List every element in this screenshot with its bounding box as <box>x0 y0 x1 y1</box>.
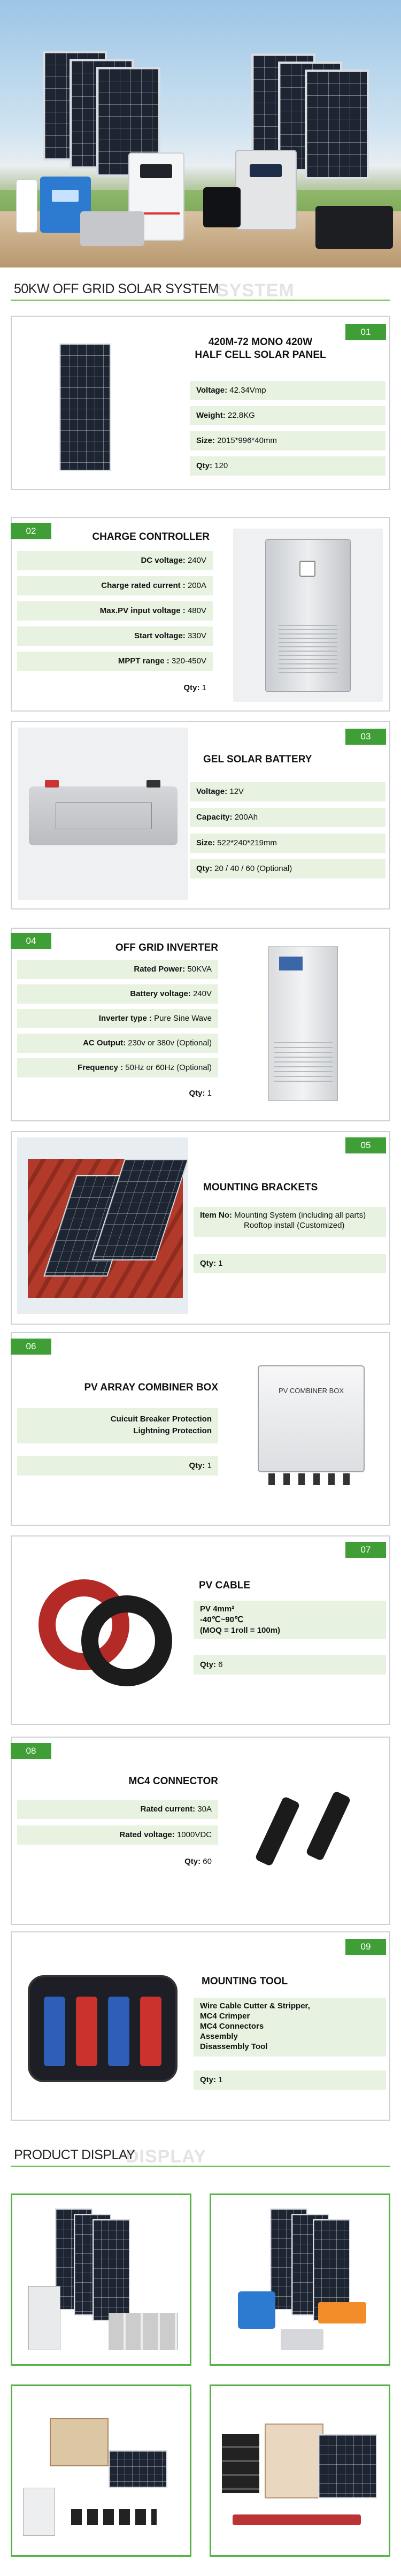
roof-mount-icon <box>17 1137 188 1314</box>
spec-value: 1 <box>205 1089 212 1098</box>
product-card-mounting-brackets <box>11 1131 390 1325</box>
mc4-connector-icon <box>226 1743 384 1920</box>
spec-label: Qty: <box>189 1461 205 1470</box>
spec-row <box>17 1034 218 1053</box>
product-name: PV CABLE <box>199 1580 251 1591</box>
spec-row <box>194 1207 386 1237</box>
product-card-pv-cable <box>11 1535 390 1725</box>
spec-label: MPPT range : <box>118 656 169 666</box>
product-number-badge: 04 <box>11 933 51 949</box>
product-name-line: 420M-72 MONO 420W <box>208 337 313 348</box>
feature-text: MC4 Crimper <box>200 2012 250 2021</box>
spec-value: 480V <box>185 606 206 615</box>
spec-value: 1000VDC <box>174 1830 212 1839</box>
spec-value: 240V <box>185 556 206 565</box>
product-card-inverter <box>11 928 390 1121</box>
hero-battery <box>203 187 241 227</box>
cable-coil-icon <box>17 1542 188 1718</box>
spec-value: 120 <box>212 461 228 470</box>
product-number-badge: 02 <box>11 523 51 539</box>
spec-row <box>17 960 218 979</box>
feature-text: Cuicuit Breaker Protection <box>110 1415 212 1424</box>
title-watermark: SYSTEM <box>217 280 295 301</box>
spec-row <box>190 808 385 827</box>
product-number-badge: 01 <box>345 324 386 340</box>
feature-text: Lightning Protection <box>133 1426 212 1435</box>
product-name-line: HALF CELL SOLAR PANEL <box>195 349 326 361</box>
system-display-image <box>210 2384 390 2557</box>
hero-inverter <box>235 150 297 230</box>
spec-row <box>17 601 213 621</box>
spec-value: 42.34Vmp <box>227 386 266 395</box>
spec-label: Qty: <box>189 1089 205 1098</box>
spec-row <box>190 406 385 425</box>
spec-value: 320-450V <box>169 656 206 666</box>
spec-label: AC Output: <box>83 1038 126 1048</box>
feature-text: (MOQ = 1roll = 100m) <box>200 1626 281 1635</box>
hero-breaker <box>16 179 37 233</box>
feature-text: Disassembly Tool <box>200 2042 268 2051</box>
spec-label: Capacity: <box>196 813 233 822</box>
spec-row <box>190 456 385 476</box>
spec-label: Inverter type : <box>98 1014 152 1023</box>
spec-row <box>17 1009 218 1028</box>
product-number-badge: 09 <box>345 1939 386 1955</box>
combiner-box-icon <box>226 1339 384 1518</box>
spec-label: Qty: <box>196 864 212 873</box>
feature-text: MC4 Connectors <box>200 2022 264 2031</box>
spec-value: Pure Sine Wave <box>152 1014 212 1023</box>
spec-value: 20 / 40 / 60 (Optional) <box>212 864 292 873</box>
system-display-image <box>11 2384 191 2557</box>
spec-row <box>17 1408 218 1443</box>
spec-row <box>17 1058 218 1077</box>
spec-row <box>17 551 213 570</box>
spec-value: 1 <box>216 2075 223 2084</box>
product-card-charge-controller <box>11 517 390 712</box>
spec-label: Max.PV input voltage : <box>99 606 186 615</box>
hero-image <box>0 0 401 267</box>
spec-label: Start voltage: <box>134 631 186 640</box>
spec-value: 50KVA <box>185 965 212 974</box>
spec-label: Charge rated current : <box>101 581 186 590</box>
spec-row <box>17 1852 218 1871</box>
spec-label: Frequency : <box>78 1063 124 1072</box>
hero-battery <box>80 211 144 246</box>
spec-row <box>190 431 385 450</box>
spec-label: Qty: <box>196 461 212 470</box>
product-number-badge: 08 <box>11 1743 51 1759</box>
spec-value: 240V <box>190 989 212 998</box>
hero-battery <box>315 206 393 249</box>
spec-value: Mounting System (including all parts) <box>232 1211 366 1220</box>
spec-label: Qty: <box>200 1259 216 1268</box>
spec-row <box>190 859 385 878</box>
spec-row <box>194 1601 386 1639</box>
spec-value: 12V <box>227 787 244 796</box>
spec-row <box>17 1456 218 1476</box>
feature-text: -40℃~90℃ <box>200 1615 243 1624</box>
product-name: MC4 CONNECTOR <box>128 1776 218 1787</box>
hero-solar-panel <box>305 70 369 179</box>
spec-row <box>17 1084 218 1103</box>
spec-label: Qty: <box>200 2075 216 2084</box>
product-card-combiner-box <box>11 1332 390 1526</box>
spec-row <box>17 652 213 671</box>
spec-label: Size: <box>196 436 215 445</box>
spec-row <box>17 1825 218 1845</box>
spec-value: 2015*996*40mm <box>215 436 277 445</box>
inverter-cabinet-icon <box>226 935 384 1112</box>
product-name: OFF GRID INVERTER <box>115 942 218 953</box>
spec-value: 230v or 380v (Optional) <box>126 1038 212 1048</box>
spec-label: Item No: <box>200 1211 232 1220</box>
tool-kit-icon <box>17 1938 188 2114</box>
spec-row <box>190 782 385 801</box>
spec-label: DC voltage: <box>141 556 186 565</box>
spec-row <box>190 834 385 853</box>
spec-row <box>17 678 213 698</box>
spec-value: 60 <box>200 1857 212 1866</box>
product-name: PV ARRAY COMBINER BOX <box>84 1382 218 1393</box>
spec-value: 200A <box>185 581 206 590</box>
spec-label: Size: <box>196 838 215 847</box>
spec-value: 200Ah <box>232 813 258 822</box>
solar-panel-icon <box>19 336 142 477</box>
spec-value: 6 <box>216 1660 223 1669</box>
spec-row <box>194 1655 386 1675</box>
spec-label: Qty: <box>200 1660 216 1669</box>
product-number-badge: 03 <box>345 729 386 745</box>
combiner-box-label: PV COMBINER BOX <box>278 1387 344 1395</box>
product-number-badge: 07 <box>345 1542 386 1558</box>
product-card-battery <box>11 721 390 909</box>
spec-label: Battery voltage: <box>130 989 191 998</box>
spec-label: Rated current: <box>140 1805 196 1814</box>
section-title <box>11 2143 390 2167</box>
product-card-mounting-tool <box>11 1931 390 2121</box>
system-display-image <box>11 2193 191 2366</box>
feature-text: PV 4mm² <box>200 1604 235 1614</box>
system-display-image <box>210 2193 390 2366</box>
spec-label: Voltage: <box>196 386 228 395</box>
spec-row <box>17 626 213 646</box>
spec-row <box>194 2070 386 2090</box>
spec-value: 522*240*219mm <box>215 838 277 847</box>
product-name: CHARGE CONTROLLER <box>92 531 210 542</box>
spec-value: 1 <box>199 683 206 692</box>
product-name: MOUNTING TOOL <box>202 1976 288 1987</box>
spec-value: Rooftop install (Customized) <box>244 1221 345 1230</box>
product-name <box>194 336 327 362</box>
spec-row <box>17 576 213 595</box>
spec-value: 22.8KG <box>225 411 255 420</box>
spec-value: 1 <box>216 1259 223 1268</box>
spec-label: Qty: <box>183 683 200 692</box>
product-name: MOUNTING BRACKETS <box>203 1182 318 1193</box>
product-number-badge: 06 <box>11 1339 51 1355</box>
product-number-badge: 05 <box>345 1137 386 1153</box>
title-watermark: DISPLAY <box>126 2146 207 2167</box>
spec-row <box>17 1800 218 1819</box>
section-title <box>11 277 390 301</box>
product-card-mc4-connector <box>11 1737 390 1925</box>
spec-label: Qty: <box>184 1857 201 1866</box>
spec-value: 50Hz or 60Hz (Optional) <box>123 1063 212 1072</box>
product-name: GEL SOLAR BATTERY <box>203 754 312 765</box>
spec-row <box>190 381 385 400</box>
spec-label: Weight: <box>196 411 226 420</box>
spec-value: 330V <box>185 631 206 640</box>
spec-label: Rated Power: <box>134 965 186 974</box>
spec-label: Voltage: <box>196 787 228 796</box>
page-title: 50KW OFF GRID SOLAR SYSTEM <box>14 281 219 296</box>
display-title: PRODUCT DISPLAY <box>14 2147 135 2162</box>
battery-icon <box>18 728 188 900</box>
spec-row <box>194 1254 386 1273</box>
spec-row <box>17 984 218 1004</box>
spec-label: Rated voltage: <box>119 1830 175 1839</box>
feature-text: Assembly <box>200 2032 238 2041</box>
product-card-solar-panel <box>11 316 390 490</box>
spec-row <box>194 1998 386 2057</box>
charge-controller-cabinet-icon <box>233 529 383 702</box>
spec-value: 1 <box>205 1461 212 1470</box>
spec-value: 30A <box>195 1805 212 1814</box>
feature-text: Wire Cable Cutter & Stripper, <box>200 2001 310 2011</box>
